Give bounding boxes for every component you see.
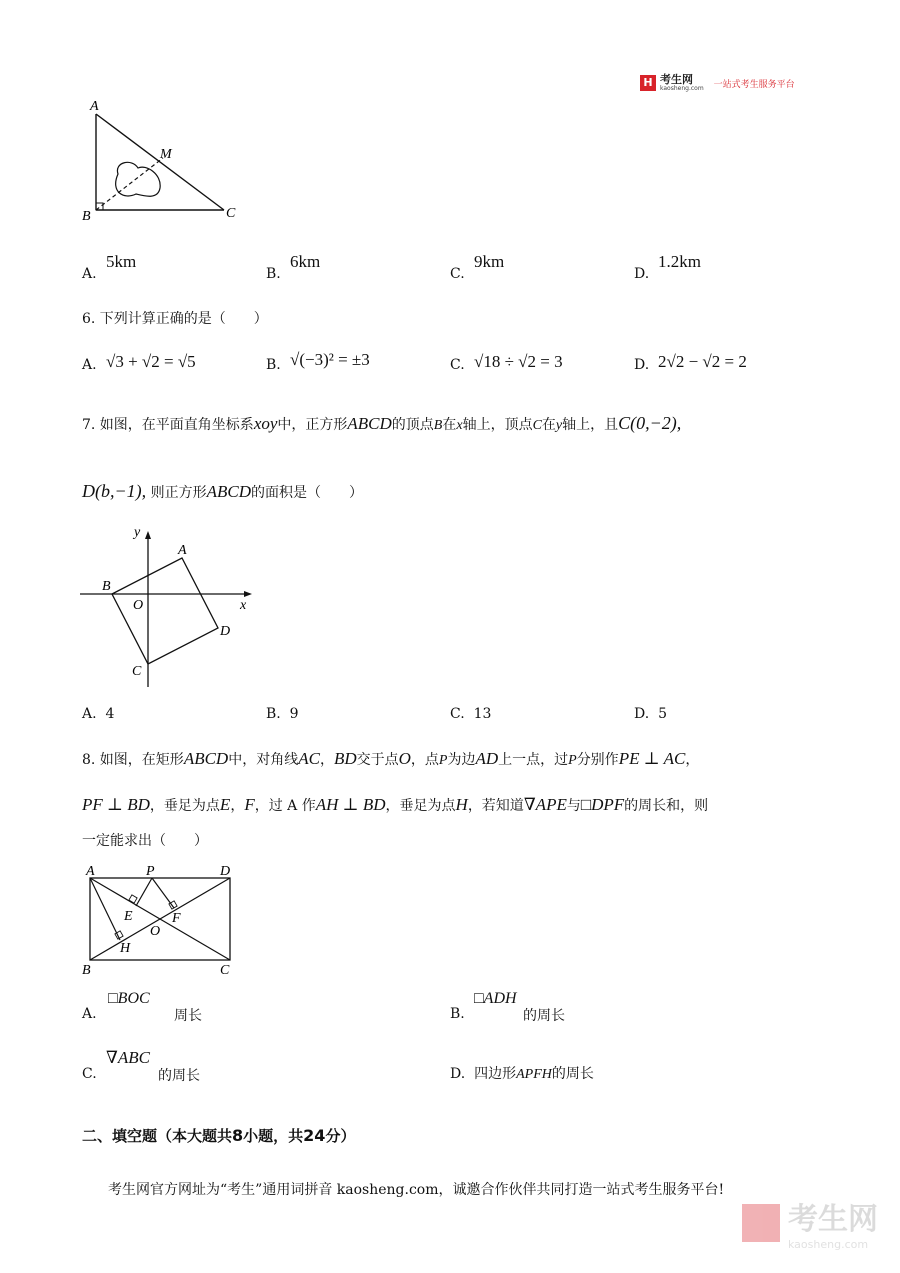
q8-pf-bd: PF ⊥ BD bbox=[82, 795, 150, 814]
q6-option-b-value: √(−3)² = ±3 bbox=[290, 350, 370, 369]
q7-option-b-label: B. bbox=[266, 706, 281, 722]
q8-text-l2c: ，过 A 作 bbox=[254, 798, 316, 814]
fig8-label-p: P bbox=[146, 864, 155, 879]
q8-text-d: 交于点 bbox=[356, 752, 399, 768]
q7-option-d-value: 5 bbox=[658, 706, 668, 722]
fig5-label-b: B bbox=[82, 209, 91, 224]
q7-option-b bbox=[266, 705, 299, 723]
figure-q7 bbox=[80, 522, 260, 692]
q7-text-g: 轴上，且 bbox=[562, 417, 619, 433]
q8-text-e: ，点 bbox=[410, 752, 439, 768]
logo-name: 考生网 bbox=[660, 73, 693, 86]
fig8-label-o: O bbox=[150, 924, 161, 939]
q8-option-d-prefix: 四边形 bbox=[474, 1066, 517, 1082]
q8-e: E bbox=[219, 795, 231, 814]
q8-abcd: ABCD bbox=[183, 749, 229, 768]
fig8-label-h: H bbox=[120, 941, 131, 956]
fig5-label-a: A bbox=[90, 99, 99, 114]
q7-c-coord: C(0,−2), bbox=[618, 413, 682, 433]
section2-score: 24 bbox=[303, 1126, 326, 1145]
q7-option-c bbox=[450, 705, 491, 723]
q8-h: H bbox=[455, 795, 468, 814]
watermark bbox=[742, 1194, 878, 1251]
q8-line1 bbox=[82, 750, 699, 770]
q8-p: P bbox=[438, 753, 448, 768]
q8-vape: ∇APE bbox=[523, 795, 567, 814]
q7-text-a: 7. 如图，在平面直角坐标系 bbox=[82, 417, 254, 433]
fig7-label-x: x bbox=[240, 598, 247, 613]
q7-y: y bbox=[555, 418, 563, 433]
q7-text-line2: 则正方形 bbox=[150, 485, 207, 501]
fig7-label-a: A bbox=[178, 543, 187, 558]
q7-text-c: 的顶点 bbox=[391, 417, 434, 433]
q8-option-b-suffix: 的周长 bbox=[523, 1008, 565, 1024]
fig7-label-y: y bbox=[134, 525, 141, 540]
q8-line2 bbox=[82, 796, 708, 815]
fig7-label-b: B bbox=[102, 579, 111, 594]
fig7-label-d: D bbox=[220, 624, 231, 639]
q7-b: B bbox=[433, 418, 443, 433]
q8-option-d-label: D. bbox=[450, 1066, 466, 1082]
q8-text-l2e: ，若知道 bbox=[467, 798, 524, 814]
header-slogan: 一站式考生服务平台 bbox=[713, 79, 795, 90]
q5-option-b-label: B. bbox=[266, 266, 281, 282]
fig8-label-d: D bbox=[220, 864, 231, 879]
q7-text-e: 轴上，顶点 bbox=[462, 417, 533, 433]
q8-option-d-symbol: APFH bbox=[516, 1067, 552, 1082]
q7-c: C bbox=[532, 418, 542, 433]
section2-count: 8 bbox=[232, 1126, 244, 1145]
q7-option-b-value: 9 bbox=[289, 706, 299, 722]
fig8-label-a: A bbox=[86, 864, 95, 879]
q7-text-d: 在 bbox=[442, 417, 457, 433]
q8-text-l2a: ，垂足为点 bbox=[149, 798, 220, 814]
q7-abcd: ABCD bbox=[347, 414, 392, 433]
figure-q5 bbox=[80, 96, 250, 226]
section2-title-a: 二、填空题（本大题共 bbox=[82, 1127, 233, 1145]
q8-f: F bbox=[244, 795, 255, 814]
q7-x: x bbox=[456, 418, 463, 433]
q7-option-c-label: C. bbox=[450, 706, 465, 722]
q8-option-c-suffix: 的周长 bbox=[158, 1068, 200, 1084]
q8-p2: P bbox=[568, 753, 577, 768]
fig8-label-c: C bbox=[220, 963, 230, 978]
q5-option-c-label: C. bbox=[450, 266, 465, 282]
q7-abcd2: ABCD bbox=[206, 482, 251, 501]
q8-text-l2b: ， bbox=[230, 798, 245, 814]
fig8-label-e: E bbox=[124, 909, 133, 924]
q7-option-a-value: 4 bbox=[105, 706, 115, 722]
q8-option-a-suffix: 周长 bbox=[174, 1008, 202, 1024]
q5-option-b-value: 6km bbox=[290, 252, 321, 271]
q8-pe-ac: PE ⊥ AC bbox=[618, 749, 686, 768]
section2-title-b: 小题，共 bbox=[243, 1127, 304, 1145]
q8-option-c-symbol: ∇ABC bbox=[106, 1048, 150, 1067]
q8-o: O bbox=[398, 749, 411, 768]
logo-mark-icon: H bbox=[640, 75, 656, 91]
fig5-label-c: C bbox=[226, 206, 236, 221]
q5-option-d-label: D. bbox=[634, 266, 650, 282]
q8-dpf: □DPF bbox=[580, 795, 625, 814]
q8-text-i: ， bbox=[685, 752, 700, 768]
fig8-label-b: B bbox=[82, 963, 91, 978]
q8-option-b-label: B. bbox=[450, 1006, 465, 1022]
q7-text-f: 在 bbox=[541, 417, 556, 433]
q8-option-d-suffix: 的周长 bbox=[551, 1066, 594, 1082]
q6-option-a-label: A. bbox=[82, 357, 97, 373]
q8-text-b: 中，对角线 bbox=[228, 752, 299, 768]
q8-option-a-symbol: □BOC bbox=[108, 990, 150, 1007]
figure-q8 bbox=[80, 858, 250, 980]
q8-option-a-label: A. bbox=[82, 1006, 97, 1022]
q7-option-a bbox=[82, 705, 114, 723]
q7-text-line2b: 的面积是（ ） bbox=[250, 485, 363, 501]
q6-option-c-label: C. bbox=[450, 357, 465, 373]
watermark-domain: kaosheng.com bbox=[788, 1238, 869, 1251]
q8-text-l2f: 与 bbox=[566, 798, 581, 814]
fig5-label-m: M bbox=[160, 147, 172, 162]
q8-text-g: 上一点，过 bbox=[498, 752, 569, 768]
q7-option-c-value: 13 bbox=[473, 706, 492, 722]
q7-text-b: 中，正方形 bbox=[277, 417, 348, 433]
q8-text-f: 为边 bbox=[447, 752, 476, 768]
section2-title-c: 分） bbox=[325, 1127, 356, 1145]
q6-option-b-label: B. bbox=[266, 357, 281, 373]
q7-d-coord: D(b,−1), bbox=[82, 481, 147, 501]
q6-option-c-value: √18 ÷ √2 = 3 bbox=[474, 352, 563, 371]
q6-question: 6. 下列计算正确的是（ ） bbox=[82, 311, 268, 327]
q8-ah-bd: AH ⊥ BD bbox=[315, 795, 386, 814]
q8-bd: BD bbox=[333, 749, 357, 768]
q7-line2 bbox=[82, 482, 363, 502]
watermark-name: 考生网 bbox=[788, 1202, 878, 1237]
fig7-label-c: C bbox=[132, 664, 142, 679]
header-logo bbox=[640, 74, 795, 92]
q8-text-c: ， bbox=[319, 752, 334, 768]
q8-text-l2g: 的周长和，则 bbox=[624, 798, 709, 814]
q6-option-d-label: D. bbox=[634, 357, 650, 373]
q7-option-d-label: D. bbox=[634, 706, 650, 722]
q6-option-a-value: √3 + √2 = √5 bbox=[106, 352, 196, 371]
q7-option-d bbox=[634, 705, 667, 723]
q8-line3: 一定能求出（ ） bbox=[82, 833, 208, 849]
watermark-logo-icon bbox=[742, 1204, 780, 1242]
q5-option-a-label: A. bbox=[82, 266, 97, 282]
q8-option-c-label: C. bbox=[82, 1066, 97, 1082]
q8-text-l2d: ，垂足为点 bbox=[385, 798, 456, 814]
fig7-label-o: O bbox=[133, 598, 144, 613]
q5-option-d-value: 1.2km bbox=[658, 252, 701, 271]
q8-ac: AC bbox=[298, 749, 320, 768]
q8-option-d bbox=[450, 1065, 594, 1084]
q8-option-b-symbol: □ADH bbox=[474, 990, 517, 1007]
q8-ad: AD bbox=[475, 749, 499, 768]
q6-option-d-value: 2√2 − √2 = 2 bbox=[658, 352, 747, 371]
q8-text-a: 8. 如图，在矩形 bbox=[82, 752, 184, 768]
logo-domain: kaosheng.com bbox=[660, 85, 704, 92]
q5-option-c-value: 9km bbox=[474, 252, 505, 271]
q8-text-h: 分别作 bbox=[576, 752, 619, 768]
q7-option-a-label: A. bbox=[82, 706, 97, 722]
section2-title bbox=[82, 1125, 355, 1146]
q7-line1 bbox=[82, 414, 681, 435]
fig8-label-f: F bbox=[172, 911, 181, 926]
footer-note: 考生网官方网址为“考生”通用词拼音 kaosheng.com，诚邀合作伙伴共同打造一站式考生服务平台! bbox=[108, 1182, 725, 1198]
q5-option-a-value: 5km bbox=[106, 252, 137, 271]
q7-xoy: xoy bbox=[253, 414, 278, 433]
